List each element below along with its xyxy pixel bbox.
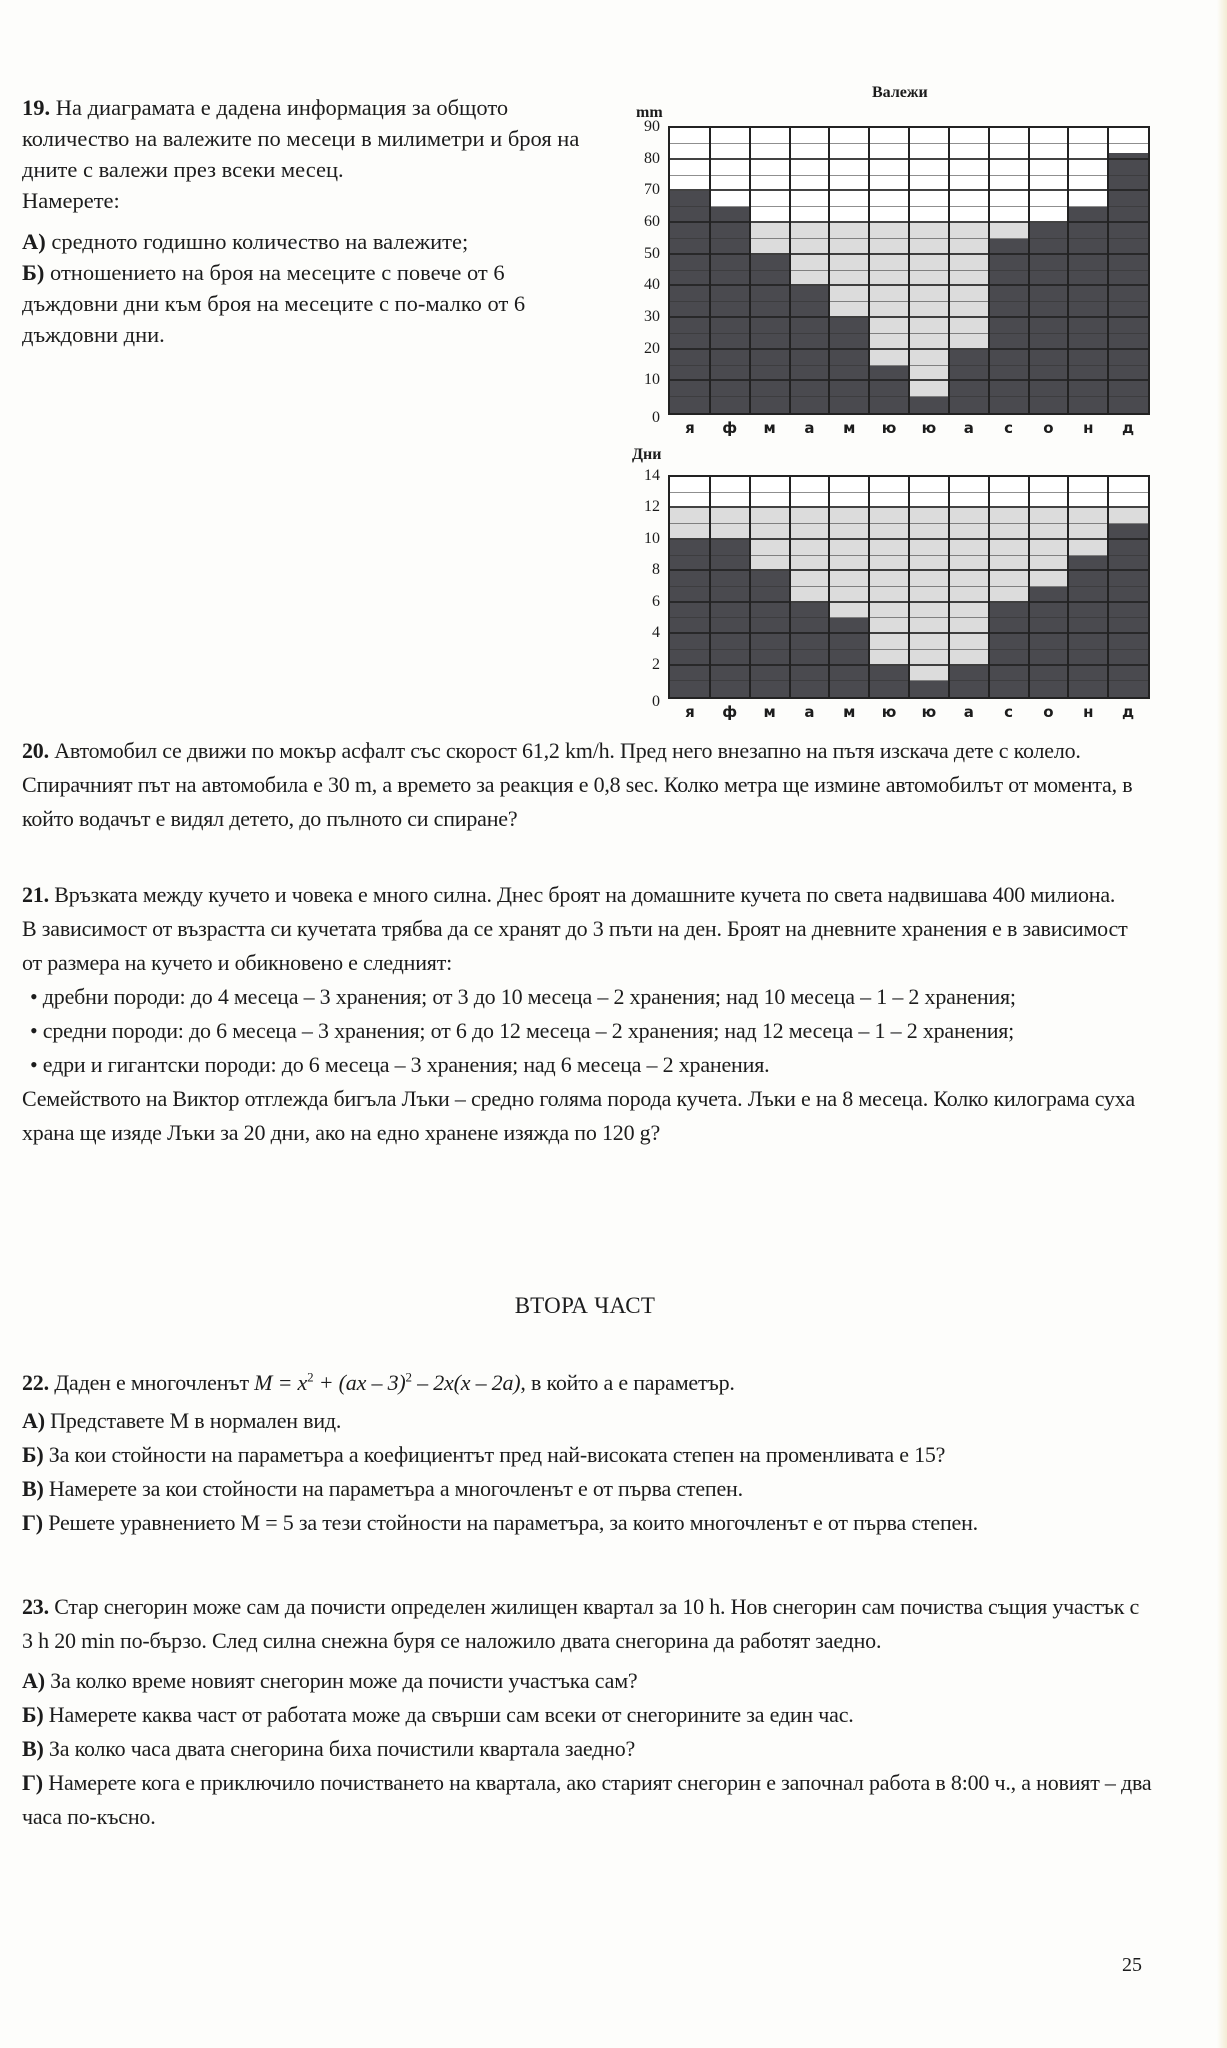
problem-lead: Даден е многочленът (54, 1370, 255, 1395)
plot-area (668, 475, 1150, 699)
light-cell-region (1029, 508, 1069, 587)
x-tick-label: о (1043, 703, 1054, 721)
y-tick-label: 14 (644, 467, 660, 484)
data-bar (1108, 524, 1148, 697)
x-tick-label: ю (921, 419, 937, 437)
x-tick-label: м (763, 419, 776, 437)
problem-22 (22, 1366, 1152, 1540)
grid-line (789, 477, 791, 697)
grid-line (828, 477, 830, 697)
item-label: Б) (22, 260, 45, 285)
x-tick-label: я (685, 419, 695, 437)
y-axis-unit: mm (636, 104, 663, 121)
problem-21 (22, 878, 1152, 1150)
grid-line (749, 477, 751, 697)
item-text: Намерете за кои стойности на параметъра a многочленът е от първа степен. (48, 1476, 743, 1501)
item-label: Г) (22, 1510, 43, 1535)
x-tick-label: с (1004, 419, 1014, 437)
x-tick-label: н (1083, 419, 1094, 437)
problem-intro: Връзката между кучето и човека е много силна. Днес броят на домашните кучета по света надвишава 400 милиона. (54, 882, 1116, 907)
grid-line (908, 477, 910, 697)
y-tick-label: 20 (644, 339, 660, 357)
y-tick-label: 60 (644, 213, 660, 230)
y-tick-label: 0 (652, 693, 660, 710)
x-tick-label: м (763, 703, 776, 721)
section-title: ВТОРА ЧАСТ (514, 1293, 656, 1318)
x-tick-label: н (1083, 703, 1094, 721)
grid-line (868, 477, 870, 697)
y-tick-label: 90 (644, 118, 660, 135)
problem-text: Стар снегорин може сам да почисти определен жилищен квартал за 10 h. Нов снегорин сам почиства същия участък с 3 h 20 min по-бързо. След силна снежна буря се наложило двата снегорина да работят заедно. (22, 1594, 1140, 1653)
y-tick-label: 30 (644, 308, 660, 325)
x-tick-label: я (685, 703, 695, 721)
item-label: Б) (22, 1442, 44, 1467)
item-text: Решете уравнението M = 5 за тези стойности на параметъра, за които многочленът е от първа степен. (48, 1510, 978, 1535)
bullet-large-breeds: • едри и гигантски породи: до 6 месеца – 3 хранения; над 6 месеца – 2 хранения. (30, 1052, 770, 1077)
problem-number: 23. (22, 1594, 49, 1619)
problem-intro: На диаграмата е дадена информация за общото количество на валежите по месеци в милиметри и броя на дните с валежи през всеки месец. (22, 95, 580, 182)
item-label: В) (22, 1736, 44, 1761)
rainy-days-chart (0, 0, 1227, 720)
item-text: За колко време новият снегорин може да почисти участъка сам? (50, 1668, 638, 1693)
sub-item (22, 1472, 1152, 1506)
x-tick-label: ф (722, 419, 738, 437)
sub-item (22, 1506, 1152, 1540)
item-text: Представете M в нормален вид. (50, 1408, 342, 1433)
x-tick-label: а (804, 419, 815, 437)
chart-title: Валежи (872, 84, 928, 101)
item-text: За колко часа двата снегорина биха почистили квартала заедно? (48, 1736, 636, 1761)
grid-line (1107, 477, 1109, 697)
item-label: В) (22, 1476, 44, 1501)
problem-20 (22, 734, 1152, 836)
light-cell-region (909, 508, 949, 681)
light-cell-region (869, 508, 909, 665)
bullet-small-breeds: • дребни породи: до 4 месеца – 3 хранения; от 3 до 10 месеца – 2 хранения; над 10 месеца – 1 – 2 хранения; (30, 984, 1016, 1009)
x-tick-label: а (804, 703, 815, 721)
sub-item (22, 1732, 1152, 1766)
light-cell-region (750, 508, 790, 571)
y-tick-label: 6 (652, 592, 660, 610)
problem-number: 21. (22, 882, 49, 907)
sub-item (22, 1664, 1152, 1698)
item-label: Г) (22, 1770, 43, 1795)
y-tick-label: 2 (652, 655, 660, 673)
x-tick-label: а (963, 419, 974, 437)
bullet-medium-breeds: • средни породи: до 6 месеца – 3 хранения; от 6 до 12 месеца – 2 хранения; над 12 месеца – 1 – 2 хранения; (30, 1018, 1015, 1043)
grid-line (948, 477, 950, 697)
formula-exponent: 2 (307, 1369, 314, 1385)
y-axis-unit: Дни (632, 446, 662, 463)
find-label: Намерете: (22, 188, 120, 213)
item-label: А) (22, 1408, 45, 1433)
page-number: 25 (1122, 1954, 1142, 1976)
item-text: отношението на броя на месеците с повече от 6 дъждовни дни към броя на месеците с по-малко от 6 дъждовни дни. (22, 260, 526, 347)
x-tick-label: д (1122, 419, 1135, 437)
formula-part: – 2x(x – 2a) (411, 1370, 521, 1395)
x-tick-label: о (1043, 419, 1054, 437)
item-label: Б) (22, 1702, 44, 1727)
light-cell-region (949, 508, 989, 665)
x-tick-label: с (1004, 703, 1014, 721)
sub-item (22, 1698, 1152, 1732)
y-tick-label: 40 (644, 276, 660, 294)
y-tick-label: 50 (644, 244, 660, 262)
problem-tail: , в който a е параметър. (520, 1370, 735, 1395)
problem-number: 20. (22, 738, 49, 763)
x-tick-label: ф (722, 703, 738, 721)
grid-line (1067, 477, 1069, 697)
sub-item (22, 1766, 1152, 1834)
problem-question: Семейството на Виктор отглежда бигъла Лъки – средно голяма порода кучета. Лъки е на 8 месеца. Колко килограма суха храна ще изяде Лъки за 20 дни, ако на едно хранене изяжда по 120 g? (22, 1086, 1135, 1145)
light-cell-region (1108, 508, 1148, 524)
y-tick-label: 8 (652, 561, 660, 579)
x-tick-label: ю (881, 419, 897, 437)
light-cell-region (1068, 508, 1108, 555)
y-tick-label: 70 (644, 181, 660, 199)
x-tick-label: д (1122, 703, 1135, 721)
item-text: За кои стойности на параметъра a коефициентът пред най-високата степен на променливата е 15? (48, 1442, 946, 1467)
formula-exponent: 2 (405, 1369, 412, 1385)
grid-line (709, 477, 711, 697)
item-text: Намерете кога е приключило почистването на квартала, ако старият снегорин е започнал работа в 8:00 ч., а новият – два часа по-късно. (22, 1770, 1152, 1829)
problem-number: 19. (22, 95, 51, 120)
item-text: средното годишно количество на валежите; (51, 229, 469, 254)
y-tick-label: 10 (644, 529, 660, 547)
problem-number: 22. (22, 1370, 49, 1395)
y-tick-label: 80 (644, 149, 660, 167)
y-tick-label: 4 (652, 624, 660, 642)
sub-item (22, 1404, 1152, 1438)
formula-part: = x (272, 1370, 308, 1395)
y-tick-label: 10 (644, 371, 660, 389)
x-tick-label: а (963, 703, 974, 721)
item-label: А) (22, 229, 46, 254)
x-tick-label: м (843, 703, 856, 721)
x-tick-label: ю (921, 703, 937, 721)
x-tick-label: м (843, 419, 856, 437)
formula-part: + (ax – 3) (313, 1370, 406, 1395)
problem-23 (22, 1590, 1152, 1834)
x-tick-label: ю (881, 703, 897, 721)
data-bar (829, 618, 869, 697)
y-tick-label: 12 (644, 498, 660, 516)
problem-text: Автомобил се движи по мокър асфалт със скорост 61,2 km/h. Пред него внезапно на пътя изскача дете с колело. Спирачният път на автомобила е 30 m, а времето за реакция е 0,8 sec. Колко метра ще измине автомобилът от момента, в който водачът е видял детето, до пълното си спиране? (22, 738, 1133, 831)
problem-paragraph: В зависимост от възрастта си кучетата трябва да се хранят до 3 пъти на ден. Броят на дневните хранения е в зависимост от размера на кучето и обикновено е следният: (22, 916, 1128, 975)
data-bar (909, 681, 949, 697)
item-label: А) (22, 1668, 45, 1693)
grid-line (988, 477, 990, 697)
formula-symbol: M (254, 1370, 273, 1395)
grid-line (1028, 477, 1030, 697)
data-bar (1068, 556, 1108, 697)
y-tick-label: 0 (652, 409, 660, 426)
sub-item (22, 1438, 1152, 1472)
item-text: Намерете каква част от работата може да свърши сам всеки от снегорините за един час. (48, 1702, 854, 1727)
